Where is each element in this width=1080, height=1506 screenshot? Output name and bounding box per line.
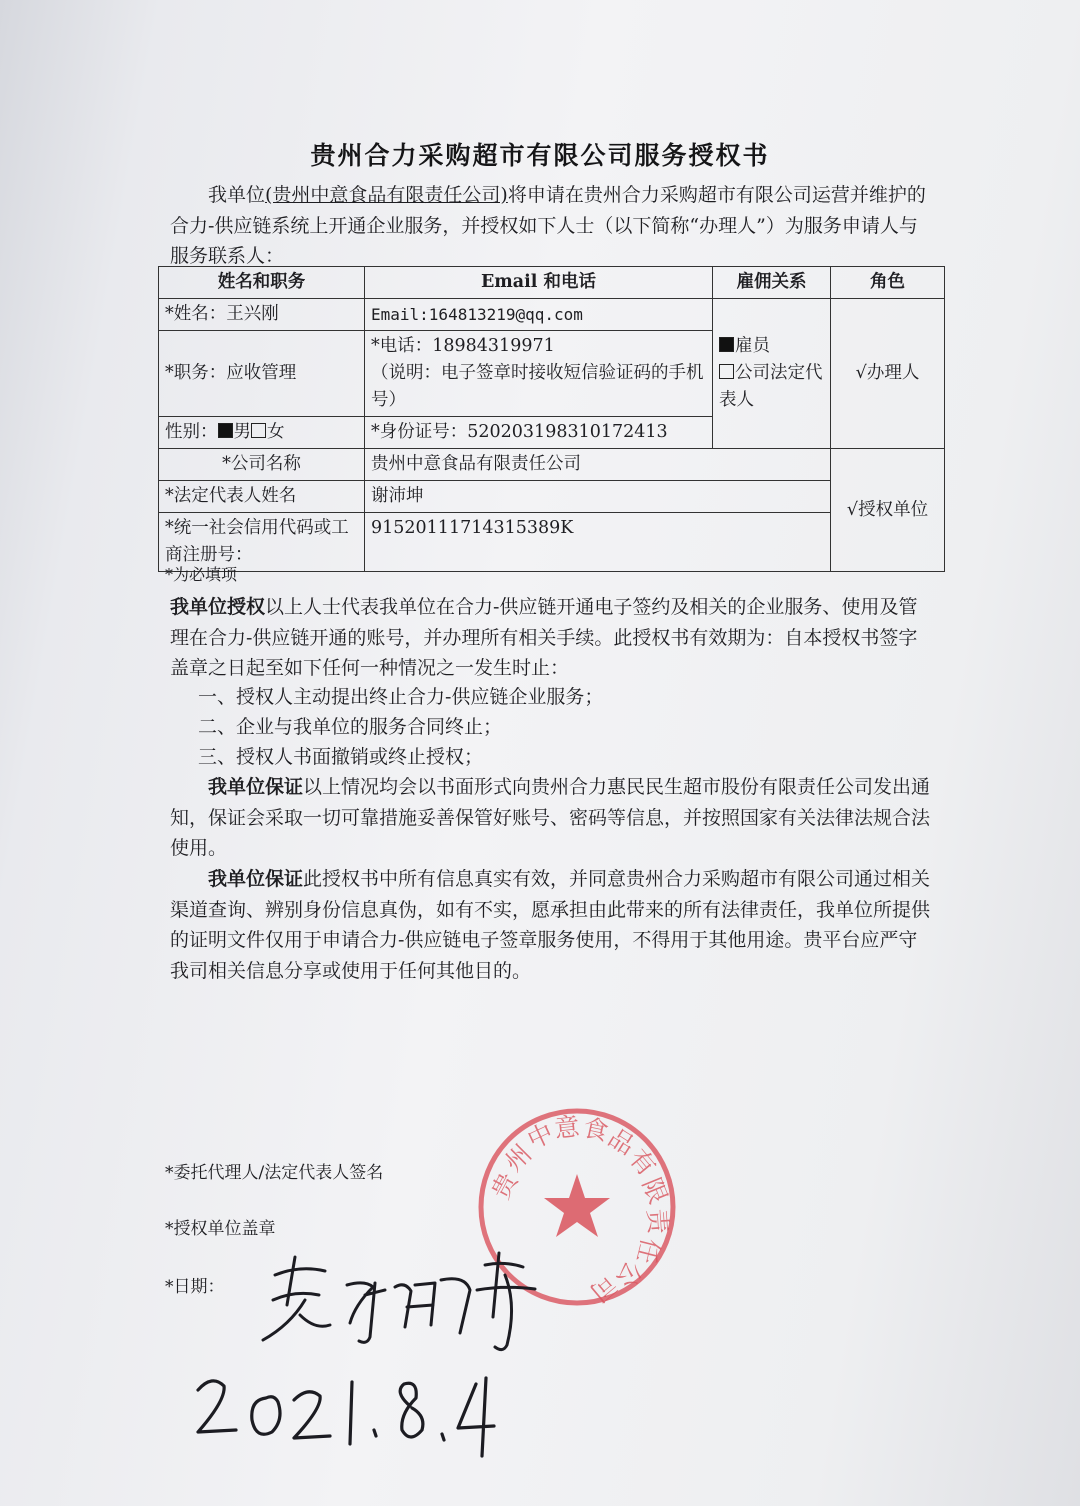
phone-value: *电话：18984319971 bbox=[371, 336, 555, 356]
date-label: *日期： bbox=[165, 1277, 225, 1297]
name-cell: *姓名：王兴刚 bbox=[159, 299, 365, 331]
svg-text:有: 有 bbox=[623, 1143, 662, 1182]
authorization-text: 以上人士代表我单位在合力-供应链开通电子签约及相关的企业服务、使用及管理在合力-供应链开通的账号，并办理所有相关手续。此授权书有效期为：自本授权书签字盖章之日起至如下任何一种情况之一发生时止： bbox=[170, 596, 918, 679]
role-unit-cell: √授权单位 bbox=[831, 449, 945, 572]
table-row bbox=[159, 449, 945, 481]
condition-item-1: 一、授权人主动提出终止合力-供应链企业服务； bbox=[198, 686, 604, 708]
position-cell: *职务：应收管理 bbox=[159, 331, 365, 417]
document-title: 贵州合力采购超市有限公司服务授权书 bbox=[310, 141, 770, 170]
svg-text:食: 食 bbox=[580, 1112, 612, 1147]
intro-company: (贵州中意食品有限责任公司) bbox=[265, 184, 508, 206]
phone-cell bbox=[365, 331, 713, 417]
gender-cell: 性别： 男 女 bbox=[159, 417, 365, 449]
company-value-cell: 贵州中意食品有限责任公司 bbox=[365, 449, 831, 481]
id-number-cell: *身份证号：520203198310172413 bbox=[365, 417, 713, 449]
header-name-position: 姓名和职务 bbox=[159, 267, 365, 299]
phone-note: （说明：电子签章时接收短信验证码的手机号） bbox=[371, 363, 704, 410]
guarantee-paragraph-2 bbox=[170, 864, 935, 986]
header-employment: 雇佣关系 bbox=[713, 267, 831, 299]
svg-text:限: 限 bbox=[636, 1173, 674, 1208]
condition-item-3: 三、授权人书面撤销或终止授权； bbox=[198, 746, 484, 768]
company-label-cell: *公司名称 bbox=[159, 449, 365, 481]
svg-text:贵: 贵 bbox=[485, 1168, 524, 1204]
authorization-paragraph bbox=[170, 592, 935, 684]
table-header-row bbox=[159, 267, 945, 299]
intro-paragraph bbox=[170, 180, 935, 272]
employment-legal-rep: 公司法定代表人 bbox=[719, 363, 823, 410]
credit-code-label-cell: *统一社会信用代码或工商注册号： bbox=[159, 513, 365, 572]
guarantee-paragraph-1 bbox=[170, 772, 935, 864]
header-role: 角色 bbox=[831, 267, 945, 299]
credit-code-value-cell: 91520111714315389K bbox=[365, 513, 831, 572]
guarantee-text-2: 此授权书中所有信息真实有效，并同意贵州合力采购超市有限公司通过相关渠道查询、辨别身份信息真伪，如有不实，愿承担由此带来的所有法律责任，我单位所提供的证明文件仅用于申请合力-供应链电子签章服务使用，不得用于其他用途。贵平台应严守我司相关信息分享或使用于任何其他目的。 bbox=[170, 868, 931, 982]
handwritten-date-icon bbox=[190, 1360, 520, 1460]
condition-item-2: 二、企业与我单位的服务合同终止； bbox=[198, 716, 503, 738]
signer-label: *委托代理人/法定代表人签名 bbox=[165, 1163, 384, 1183]
table-row bbox=[159, 513, 945, 572]
svg-text:品: 品 bbox=[603, 1122, 640, 1161]
guarantee-text-1: 以上情况均会以书面形式向贵州合力惠民民生超市股份有限责任公司发出通知，保证会采取一切可靠措施妥善保管好账号、密码等信息，并按照国家有关法律法规合法使用。 bbox=[170, 776, 931, 859]
svg-text:任: 任 bbox=[631, 1235, 666, 1267]
role-agent-cell: √办理人 bbox=[831, 299, 945, 449]
checkbox-checked-icon bbox=[218, 423, 233, 438]
employment-cell bbox=[713, 299, 831, 449]
checkbox-checked-icon bbox=[719, 337, 734, 352]
svg-text:州: 州 bbox=[498, 1138, 538, 1178]
handwritten-signature-icon bbox=[255, 1245, 555, 1355]
email-cell: Email:164813219@qq.com bbox=[365, 299, 713, 331]
svg-text:公: 公 bbox=[610, 1256, 649, 1293]
required-note: *为必填项 bbox=[165, 565, 238, 584]
checkbox-empty-icon bbox=[719, 364, 734, 379]
checkbox-empty-icon bbox=[251, 423, 266, 438]
svg-text:责: 责 bbox=[642, 1207, 673, 1235]
svg-text:中: 中 bbox=[522, 1117, 558, 1155]
authorization-lead: 我单位授权 bbox=[170, 596, 266, 618]
guarantee-lead-1: 我单位保证 bbox=[208, 776, 304, 798]
svg-text:意: 意 bbox=[553, 1111, 582, 1144]
intro-prefix: 我单位 bbox=[208, 184, 266, 206]
legal-rep-label-cell: *法定代表人姓名 bbox=[159, 481, 365, 513]
svg-text:司: 司 bbox=[584, 1269, 623, 1308]
table-row bbox=[159, 299, 945, 331]
applicant-table bbox=[158, 266, 945, 572]
intro-rest: 将申请在贵州合力采购超市有限公司运营并维护的合力-供应链系统上开通企业服务，并授权如下人士（以下简称“办理人”）为服务申请人与服务联系人： bbox=[170, 184, 926, 267]
seal-label: *授权单位盖章 bbox=[165, 1219, 276, 1239]
legal-rep-value-cell: 谢沛坤 bbox=[365, 481, 831, 513]
employment-employee: 雇员 bbox=[719, 333, 824, 360]
header-email-phone: Email 和电话 bbox=[365, 267, 713, 299]
guarantee-lead-2: 我单位保证 bbox=[208, 868, 304, 890]
table-row bbox=[159, 481, 945, 513]
